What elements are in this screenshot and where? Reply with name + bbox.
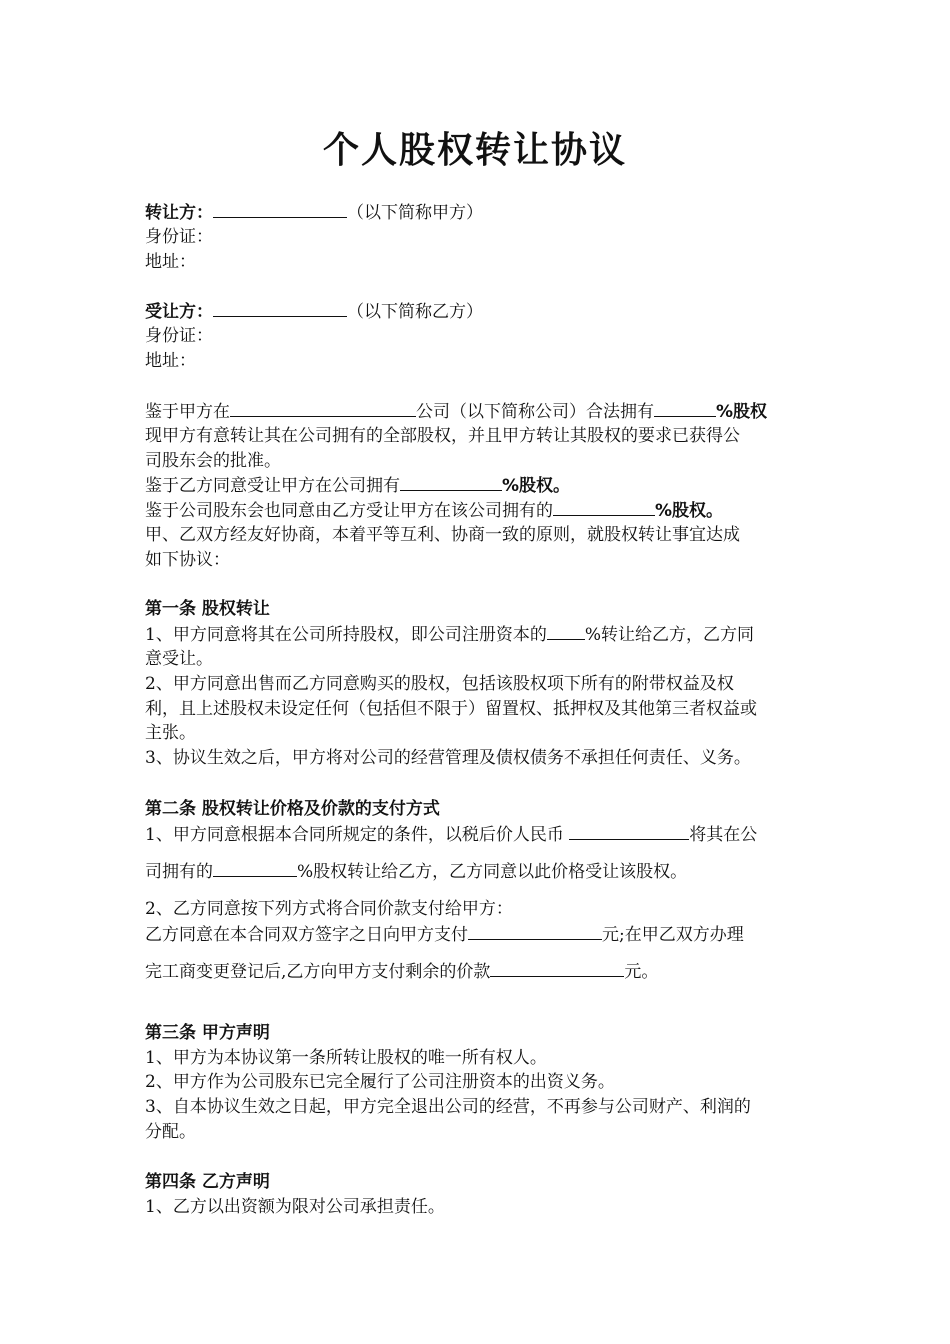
transferor-address-label: 地址： <box>145 252 196 272</box>
preamble-p1-line2: 现甲方有意转让其在公司拥有的全部股权，并且甲方转让其股权的要求已获得公 <box>145 426 740 446</box>
company-name-blank[interactable] <box>230 399 416 417</box>
preamble-p2-text-a: 鉴于乙方同意受让甲方在公司拥有 <box>145 476 400 496</box>
preamble-p4-line1: 甲、乙双方经友好协商，本着平等互利、协商一致的原则，就股权转让事宜达成 <box>145 525 740 545</box>
transferee-note: （以下简称乙方） <box>347 302 483 322</box>
first-payment-blank[interactable] <box>468 922 602 940</box>
article-2-item-1 <box>145 822 810 848</box>
article-1-item-1-line2: 意受让。 <box>145 649 213 669</box>
article-2-item-1-text-b: 将其在公 <box>689 825 758 845</box>
article-1-item-1 <box>145 622 810 648</box>
transfer-percent-blank-1[interactable] <box>400 473 502 491</box>
preamble-p2 <box>145 473 810 499</box>
article-4-item-1: 1、乙方以出资额为限对公司承担责任。 <box>145 1197 445 1217</box>
price-amount-blank[interactable] <box>569 822 689 840</box>
remaining-payment-blank[interactable] <box>490 959 624 977</box>
registered-capital-percent-blank[interactable] <box>547 622 585 640</box>
transferee-address-label: 地址： <box>145 351 196 371</box>
article-2-item-2-payment <box>145 922 810 948</box>
article-3-item-3-line1: 3、自本协议生效之日起，甲方完全退出公司的经营，不再参与公司财产、利润的 <box>145 1097 751 1117</box>
preamble-p1-text-b: 公司（以下简称公司）合法拥有 <box>416 402 654 422</box>
transferor-note: （以下简称甲方） <box>347 203 483 223</box>
equity-percent-blank[interactable] <box>654 399 716 417</box>
document-title: 个人股权转让协议 <box>322 129 627 171</box>
article-2-item-1-text-d: %股权转让给乙方，乙方同意以此价格受让该股权。 <box>297 862 688 882</box>
article-2-item-1-line2 <box>145 859 810 885</box>
transferee-name-blank[interactable] <box>213 299 347 317</box>
article-1-item-3: 3、协议生效之后，甲方将对公司的经营管理及债权债务不承担任何责任、义务。 <box>145 748 751 768</box>
preamble-p3-text-a: 鉴于公司股东会也同意由乙方受让甲方在该公司拥有的 <box>145 501 553 521</box>
transferee-id-label: 身份证： <box>145 326 213 346</box>
article-1-item-2-line3: 主张。 <box>145 723 196 743</box>
transferor-label: 转让方： <box>145 203 213 223</box>
article-1-heading: 第一条 股权转让 <box>145 599 270 619</box>
preamble-p2-text-b: %股权。 <box>502 476 571 496</box>
preamble-p4-line2: 如下协议： <box>145 550 230 570</box>
preamble-p3 <box>145 498 810 524</box>
article-3-heading: 第三条 甲方声明 <box>145 1023 270 1043</box>
article-2-item-1-text-a: 1、甲方同意根据本合同所规定的条件，以税后价人民币 <box>145 825 570 845</box>
preamble-p1-text-a: 鉴于甲方在 <box>145 402 230 422</box>
article-2-item-2-text-d: 元。 <box>624 962 659 982</box>
transferee-label: 受让方： <box>145 302 213 322</box>
transfer-percent-blank-2[interactable] <box>553 498 655 516</box>
preamble-p3-text-b: %股权。 <box>655 501 724 521</box>
article-3-item-1: 1、甲方为本协议第一条所转让股权的唯一所有权人。 <box>145 1048 547 1068</box>
article-1-item-1-text-b: %转让给乙方，乙方同 <box>584 625 754 645</box>
article-2-item-1-text-c: 司拥有的 <box>145 862 213 882</box>
article-3-item-2: 2、甲方作为公司股东已完全履行了公司注册资本的出资义务。 <box>145 1072 615 1092</box>
transferor-id-label: 身份证： <box>145 227 213 247</box>
article-2-item-2-text-b: 元;在甲乙双方办理 <box>602 925 744 945</box>
article-2-item-2-remaining <box>145 959 810 985</box>
article-4-heading: 第四条 乙方声明 <box>145 1172 270 1192</box>
article-1-item-1-text-a: 1、甲方同意将其在公司所持股权，即公司注册资本的 <box>145 625 547 645</box>
transferee-line <box>145 299 810 325</box>
transferor-name-blank[interactable] <box>213 200 347 218</box>
preamble-p1-text-c: %股权 <box>716 402 768 422</box>
article-1-item-2-line1: 2、甲方同意出售而乙方同意购买的股权，包括该股权项下所有的附带权益及权 <box>145 674 734 694</box>
article-1-item-2-line2: 利，且上述股权未设定任何（包括但不限于）留置权、抵押权及其他第三者权益或 <box>145 699 757 719</box>
transfer-percent-blank-3[interactable] <box>213 859 297 877</box>
article-2-item-2-text-a: 乙方同意在本合同双方签字之日向甲方支付 <box>145 925 468 945</box>
transferor-line <box>145 200 810 226</box>
preamble-p1 <box>145 399 810 425</box>
article-2-item-2: 2、乙方同意按下列方式将合同价款支付给甲方： <box>145 899 513 919</box>
article-3-item-3-line2: 分配。 <box>145 1122 196 1142</box>
article-2-item-2-text-c: 完工商变更登记后,乙方向甲方支付剩余的价款 <box>145 962 491 982</box>
article-2-heading: 第二条 股权转让价格及价款的支付方式 <box>145 799 440 819</box>
preamble-p1-line3: 司股东会的批准。 <box>145 451 281 471</box>
